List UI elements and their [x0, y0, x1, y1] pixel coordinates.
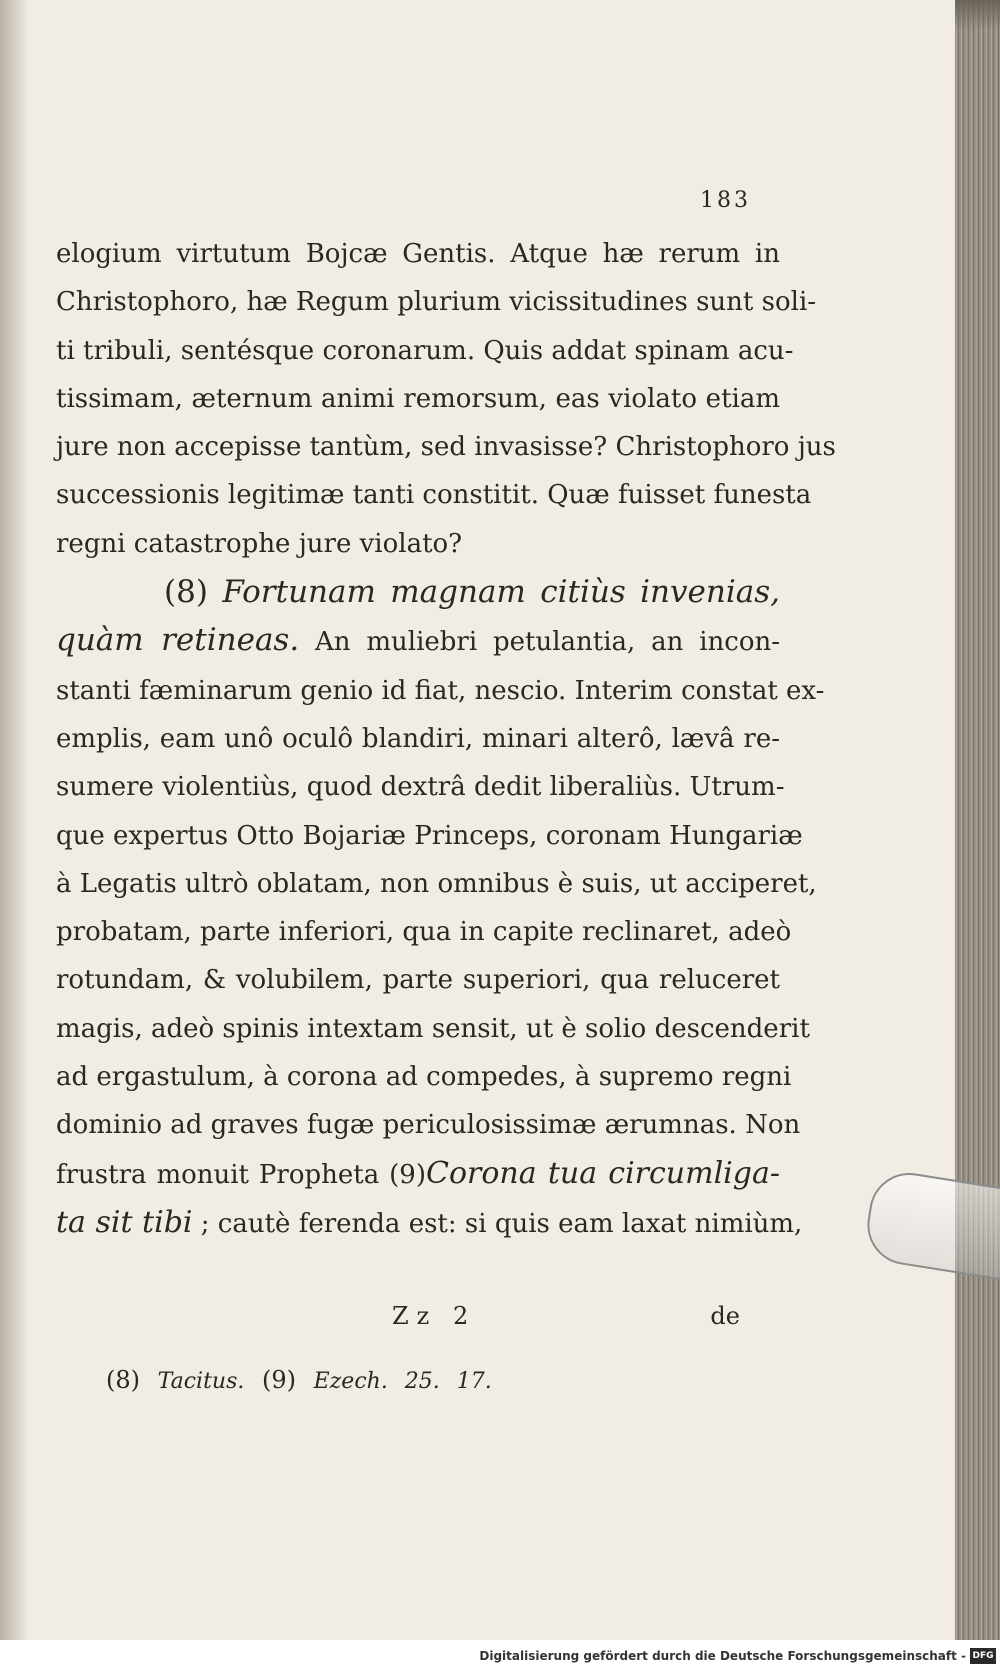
footnote-text: Tacitus.	[157, 1369, 245, 1394]
text-line: ti tribuli, sentésque coronarum. Quis addat spinam acu-	[56, 335, 794, 366]
text-line: rotundam, & volubilem, parte superiori, qua reluceret	[56, 965, 780, 996]
text-line	[56, 1150, 780, 1199]
text-line: que expertus Otto Bojariæ Princeps, coronam Hungariæ	[56, 820, 803, 851]
text-line: jure non accepisse tantùm, sed invasisse? Christophoro jus	[56, 432, 836, 463]
text-fragment: frustra monuit Propheta	[56, 1159, 380, 1190]
text-line: dominio ad graves fugæ periculosissimæ ærumnas. Non	[56, 1110, 801, 1141]
page-edges	[955, 0, 1000, 1640]
text-line: stanti fæminarum genio id fiat, nescio. Interim constat ex-	[56, 675, 825, 706]
text-line: tissimam, æternum animi remorsum, eas violato etiam	[56, 383, 780, 414]
text-line: successionis legitimæ tanti constitit. Quæ fuisset funesta	[56, 480, 812, 511]
signature-row	[56, 1302, 740, 1342]
body-text	[56, 230, 836, 1248]
footnote-marker: (8)	[164, 574, 208, 611]
text-line	[56, 1199, 803, 1248]
footnote-marker: (9)	[389, 1159, 426, 1190]
text-line: ad ergastulum, à corona ad compedes, à supremo regni	[56, 1062, 792, 1093]
paragraph-opening	[56, 568, 780, 616]
text-line: magis, adeò spinis intextam sensit, ut è solio descenderit	[56, 1013, 810, 1044]
quote-corona: Corona tua circumliga-	[426, 1155, 780, 1191]
credit-bar	[0, 1640, 1000, 1675]
quote-retineas: quàm retineas.	[56, 622, 300, 659]
text-line: emplis, eam unô oculô blandiri, minari alterô, lævâ re-	[56, 723, 780, 754]
quote-sit-tibi: ta sit tibi	[56, 1204, 193, 1240]
footnote-marker: (8)	[106, 1366, 140, 1394]
text-line	[56, 616, 780, 666]
text-line: regni catastrophe jure violato?	[56, 528, 463, 559]
page-clip	[862, 1167, 1000, 1280]
text-line: Christophoro, hæ Regum plurium vicissitudines sunt soli-	[56, 287, 817, 318]
footnote-marker: (9)	[262, 1366, 297, 1394]
spine-shadow	[0, 0, 28, 1640]
catchword: de	[710, 1302, 740, 1330]
page-edges-shadow	[955, 0, 1000, 30]
printer-signature: Zz 2	[392, 1302, 477, 1330]
footnotes	[106, 1366, 492, 1394]
digitization-credit: Digitalisierung gefördert durch die Deutsche Forschungsgemeinschaft -	[479, 1649, 966, 1663]
text-line: elogium virtutum Bojcæ Gentis. Atque hæ rerum in	[56, 239, 780, 269]
footnote-text: Ezech. 25. 17.	[313, 1369, 492, 1394]
text-fragment: An muliebri petulantia, an incon-	[315, 627, 781, 658]
quote-fortunam: Fortunam magnam citiùs invenias,	[222, 574, 780, 611]
text-line: probatam, parte inferiori, qua in capite reclinaret, adeò	[56, 917, 792, 948]
page-number: 183	[700, 188, 751, 213]
text-line: sumere violentiùs, quod dextrâ dedit liberaliùs. Utrum-	[56, 772, 785, 803]
text-line: à Legatis ultrò oblatam, non omnibus è suis, ut acciperet,	[56, 868, 817, 899]
dfg-logo: DFG	[970, 1648, 996, 1664]
text-fragment: ; cautè ferenda est: si quis eam laxat nimiùm,	[200, 1208, 803, 1239]
